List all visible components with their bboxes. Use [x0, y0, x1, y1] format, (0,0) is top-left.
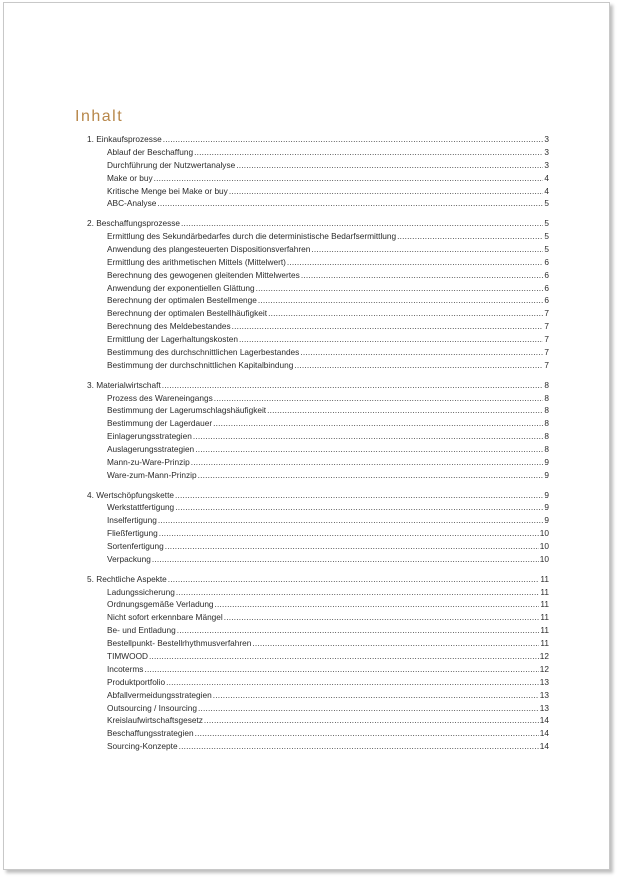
toc-subentry[interactable]	[87, 282, 549, 295]
toc-entry-label: Ablauf der Beschaffung	[107, 146, 194, 157]
dot-leader	[268, 307, 543, 320]
toc-page-number: 6	[544, 256, 549, 267]
toc-subentry[interactable]	[87, 269, 549, 282]
toc-page-number: 7	[544, 359, 549, 370]
toc-page-number: 11	[540, 612, 549, 623]
toc-page-number: 8	[544, 418, 549, 429]
toc-entry-label: Sortenfertigung	[107, 541, 164, 552]
toc-entry-label: Ladungssicherung	[107, 586, 175, 597]
toc-page-number: 8	[544, 392, 549, 403]
toc-entry-label: Beschaffungsstrategien	[107, 728, 194, 739]
toc-entry-label: 4. Wertschöpfungskette	[87, 489, 175, 500]
toc-subentry[interactable]	[87, 540, 549, 553]
toc-page-number: 7	[544, 321, 549, 332]
toc-entry-label: Mann-zu-Ware-Prinzip	[107, 456, 190, 467]
dot-leader	[213, 689, 539, 702]
toc-subentry[interactable]	[87, 404, 549, 417]
dot-leader	[158, 514, 544, 527]
toc-page-number: 13	[539, 676, 549, 687]
toc-page-number: 14	[539, 715, 549, 726]
toc-entry-label: Berechnung des gewogenen gleitenden Mittelwertes	[107, 269, 300, 280]
toc-subentry[interactable]	[87, 689, 549, 702]
dot-leader	[232, 320, 544, 333]
toc-page-number: 4	[544, 172, 549, 183]
toc-subentry[interactable]	[87, 501, 549, 514]
toc-page-number: 7	[544, 308, 549, 319]
toc-subentry[interactable]	[87, 676, 549, 689]
toc-entry-label: Make or buy	[107, 172, 153, 183]
toc-entry-label: Ware-zum-Mann-Prinzip	[107, 469, 197, 480]
toc-subentry[interactable]	[87, 172, 549, 185]
toc-subentry[interactable]	[87, 702, 549, 715]
dot-leader	[166, 676, 539, 689]
toc-page-number: 11	[540, 625, 549, 636]
toc-entry-label: Ermittlung der Lagerhaltungskosten	[107, 334, 238, 345]
toc-page-number: 11	[540, 599, 549, 610]
toc-page-number: 11	[540, 573, 549, 584]
toc-page-number: 11	[540, 638, 549, 649]
toc-subentry[interactable]	[87, 527, 549, 540]
toc-entry-label: Ermittlung des arithmetischen Mittels (Mittelwert)	[107, 256, 286, 267]
toc-page-number: 13	[539, 689, 549, 700]
toc-entry-label: TIMWOOD	[107, 651, 149, 662]
toc-page-number: 8	[544, 431, 549, 442]
toc-subentry[interactable]	[87, 197, 549, 210]
toc-subentry[interactable]	[87, 307, 549, 320]
dot-leader	[267, 404, 543, 417]
toc-entry-label: Bestimmung der Lagerumschlagshäufigkeit	[107, 405, 267, 416]
toc-entry-label: Werkstattfertigung	[107, 502, 175, 513]
toc-subentry[interactable]	[87, 146, 549, 159]
toc-subentry[interactable]	[87, 727, 549, 740]
dot-leader	[191, 456, 544, 469]
toc-entry-label: Incoterms	[107, 663, 144, 674]
toc-entry-label: 5. Rechtliche Aspekte	[87, 573, 167, 584]
toc-subentry[interactable]	[87, 586, 549, 599]
dot-leader	[252, 637, 539, 650]
dot-leader	[198, 702, 539, 715]
toc-subentry[interactable]	[87, 346, 549, 359]
toc-subentry[interactable]	[87, 650, 549, 663]
dot-leader	[163, 133, 544, 146]
toc-entry-label: Berechnung des Meldebestandes	[107, 321, 231, 332]
dot-leader	[175, 501, 543, 514]
dot-leader	[152, 553, 539, 566]
toc-subentry[interactable]	[87, 230, 549, 243]
toc-subentry[interactable]	[87, 611, 549, 624]
toc-chapter-entry[interactable]	[87, 489, 549, 502]
toc-subentry[interactable]	[87, 359, 549, 372]
toc-page-number: 3	[544, 146, 549, 157]
toc-title: Inhalt	[75, 108, 124, 125]
toc-chapter-entry[interactable]	[87, 217, 549, 230]
toc-entry-label: Bestimmung des durchschnittlichen Lagerbestandes	[107, 347, 300, 358]
toc-subentry[interactable]	[87, 294, 549, 307]
toc-entry-label: Bestimmung der Lagerdauer	[107, 418, 213, 429]
toc-page-number: 10	[539, 528, 549, 539]
toc-page-number: 6	[544, 282, 549, 293]
toc-page-number: 13	[539, 702, 549, 713]
toc-page-number: 12	[539, 651, 549, 662]
dot-leader	[194, 146, 543, 159]
dot-leader	[154, 172, 544, 185]
dot-leader	[193, 430, 544, 443]
toc-entry-label: Be- und Entladung	[107, 625, 176, 636]
toc-section	[87, 133, 549, 210]
dot-leader	[311, 243, 543, 256]
toc-entry-label: 1. Einkaufsprozesse	[87, 133, 162, 144]
toc-subentry[interactable]	[87, 185, 549, 198]
toc-entry-label: Ordnungsgemäße Verladung	[107, 599, 214, 610]
toc-subentry[interactable]	[87, 243, 549, 256]
dot-leader	[176, 586, 540, 599]
toc-page-number: 8	[544, 444, 549, 455]
table-of-contents	[87, 133, 549, 760]
dot-leader	[181, 217, 543, 230]
dot-leader	[229, 185, 544, 198]
dot-leader	[177, 624, 540, 637]
toc-section	[87, 379, 549, 482]
toc-entry-label: Auslagerungsstrategien	[107, 444, 195, 455]
dot-leader	[159, 527, 539, 540]
toc-page-number: 5	[544, 231, 549, 242]
toc-page-number: 6	[544, 295, 549, 306]
toc-subentry[interactable]	[87, 663, 549, 676]
dot-leader	[162, 379, 544, 392]
toc-page-number: 14	[539, 728, 549, 739]
toc-page-number: 10	[539, 541, 549, 552]
toc-entry-label: Produktportfolio	[107, 676, 166, 687]
toc-entry-label: Ermittlung des Sekundärbedarfes durch die deterministische Bedarfsermittlung	[107, 231, 397, 242]
toc-subentry[interactable]	[87, 320, 549, 333]
dot-leader	[213, 417, 543, 430]
dot-leader	[214, 392, 544, 405]
dot-leader	[144, 663, 538, 676]
toc-page-number: 9	[544, 456, 549, 467]
toc-subentry[interactable]	[87, 714, 549, 727]
toc-page-number: 3	[544, 133, 549, 144]
toc-page-number: 4	[544, 185, 549, 196]
dot-leader	[300, 346, 543, 359]
toc-section	[87, 489, 549, 566]
dot-leader	[294, 359, 543, 372]
toc-page-number: 8	[544, 379, 549, 390]
toc-subentry[interactable]	[87, 598, 549, 611]
toc-page-number: 12	[539, 663, 549, 674]
dot-leader	[287, 256, 543, 269]
toc-page-number: 9	[544, 502, 549, 513]
toc-entry-label: Nicht sofort erkennbare Mängel	[107, 612, 223, 623]
toc-page-number: 9	[544, 515, 549, 526]
toc-entry-label: 3. Materialwirtschaft	[87, 379, 161, 390]
toc-entry-label: Kreislaufwirtschaftsgesetz	[107, 715, 203, 726]
toc-subentry[interactable]	[87, 514, 549, 527]
toc-subentry[interactable]	[87, 392, 549, 405]
dot-leader	[204, 714, 539, 727]
toc-entry-label: Bestimmung der durchschnittlichen Kapitalbindung	[107, 359, 294, 370]
dot-leader	[236, 159, 543, 172]
dot-leader	[198, 469, 544, 482]
toc-entry-label: Abfallvermeidungsstrategien	[107, 689, 212, 700]
dot-leader	[256, 282, 544, 295]
toc-page-number: 5	[544, 243, 549, 254]
dot-leader	[301, 269, 544, 282]
dot-leader	[165, 540, 539, 553]
toc-entry-label: Outsourcing / Insourcing	[107, 702, 197, 713]
toc-entry-label: Anwendung der exponentiellen Glättung	[107, 282, 255, 293]
toc-page-number: 9	[544, 489, 549, 500]
toc-entry-label: Berechnung der optimalen Bestellhäufigkeit	[107, 308, 268, 319]
toc-subentry[interactable]	[87, 469, 549, 482]
toc-entry-label: Bestellpunkt- Bestellrhythmusverfahren	[107, 638, 252, 649]
toc-subentry[interactable]	[87, 159, 549, 172]
toc-entry-label: ABC-Analyse	[107, 198, 157, 209]
toc-chapter-entry[interactable]	[87, 379, 549, 392]
toc-entry-label: Sourcing-Konzepte	[107, 741, 178, 752]
toc-page-number: 11	[540, 586, 549, 597]
document-page	[3, 2, 610, 870]
toc-entry-label: Kritische Menge bei Make or buy	[107, 185, 228, 196]
toc-entry-label: Durchführung der Nutzwertanalyse	[107, 159, 236, 170]
toc-section	[87, 217, 549, 372]
dot-leader	[224, 611, 540, 624]
toc-subentry[interactable]	[87, 417, 549, 430]
toc-page-number: 6	[544, 269, 549, 280]
dot-leader	[215, 598, 540, 611]
toc-entry-label: Prozess des Wareneingangs	[107, 392, 213, 403]
toc-subentry[interactable]	[87, 333, 549, 346]
toc-subentry[interactable]	[87, 553, 549, 566]
toc-entry-label: 2. Beschaffungsprozesse	[87, 218, 181, 229]
toc-chapter-entry[interactable]	[87, 573, 549, 586]
toc-subentry[interactable]	[87, 430, 549, 443]
toc-page-number: 9	[544, 469, 549, 480]
toc-page-number: 5	[544, 198, 549, 209]
dot-leader	[179, 740, 539, 753]
toc-page-number: 5	[544, 218, 549, 229]
toc-page-number: 3	[544, 159, 549, 170]
dot-leader	[157, 197, 543, 210]
toc-entry-label: Anwendung des plangesteuerten Dispositionsverfahren	[107, 243, 311, 254]
toc-entry-label: Inselfertigung	[107, 515, 157, 526]
toc-subentry[interactable]	[87, 637, 549, 650]
toc-subentry[interactable]	[87, 443, 549, 456]
toc-page-number: 8	[544, 405, 549, 416]
toc-subentry[interactable]	[87, 456, 549, 469]
toc-section	[87, 573, 549, 753]
dot-leader	[239, 333, 543, 346]
dot-leader	[195, 727, 539, 740]
toc-page-number: 10	[539, 553, 549, 564]
dot-leader	[175, 489, 543, 502]
toc-page-number: 7	[544, 347, 549, 358]
toc-entry-label: Fließfertigung	[107, 528, 158, 539]
toc-chapter-entry[interactable]	[87, 133, 549, 146]
toc-entry-label: Berechnung der optimalen Bestellmenge	[107, 295, 257, 306]
dot-leader	[168, 573, 540, 586]
dot-leader	[149, 650, 539, 663]
toc-subentry[interactable]	[87, 740, 549, 753]
dot-leader	[195, 443, 543, 456]
toc-page-number: 14	[539, 741, 549, 752]
toc-subentry[interactable]	[87, 256, 549, 269]
dot-leader	[258, 294, 543, 307]
dot-leader	[397, 230, 543, 243]
toc-page-number: 7	[544, 334, 549, 345]
toc-subentry[interactable]	[87, 624, 549, 637]
toc-entry-label: Einlagerungsstrategien	[107, 431, 192, 442]
toc-entry-label: Verpackung	[107, 553, 151, 564]
